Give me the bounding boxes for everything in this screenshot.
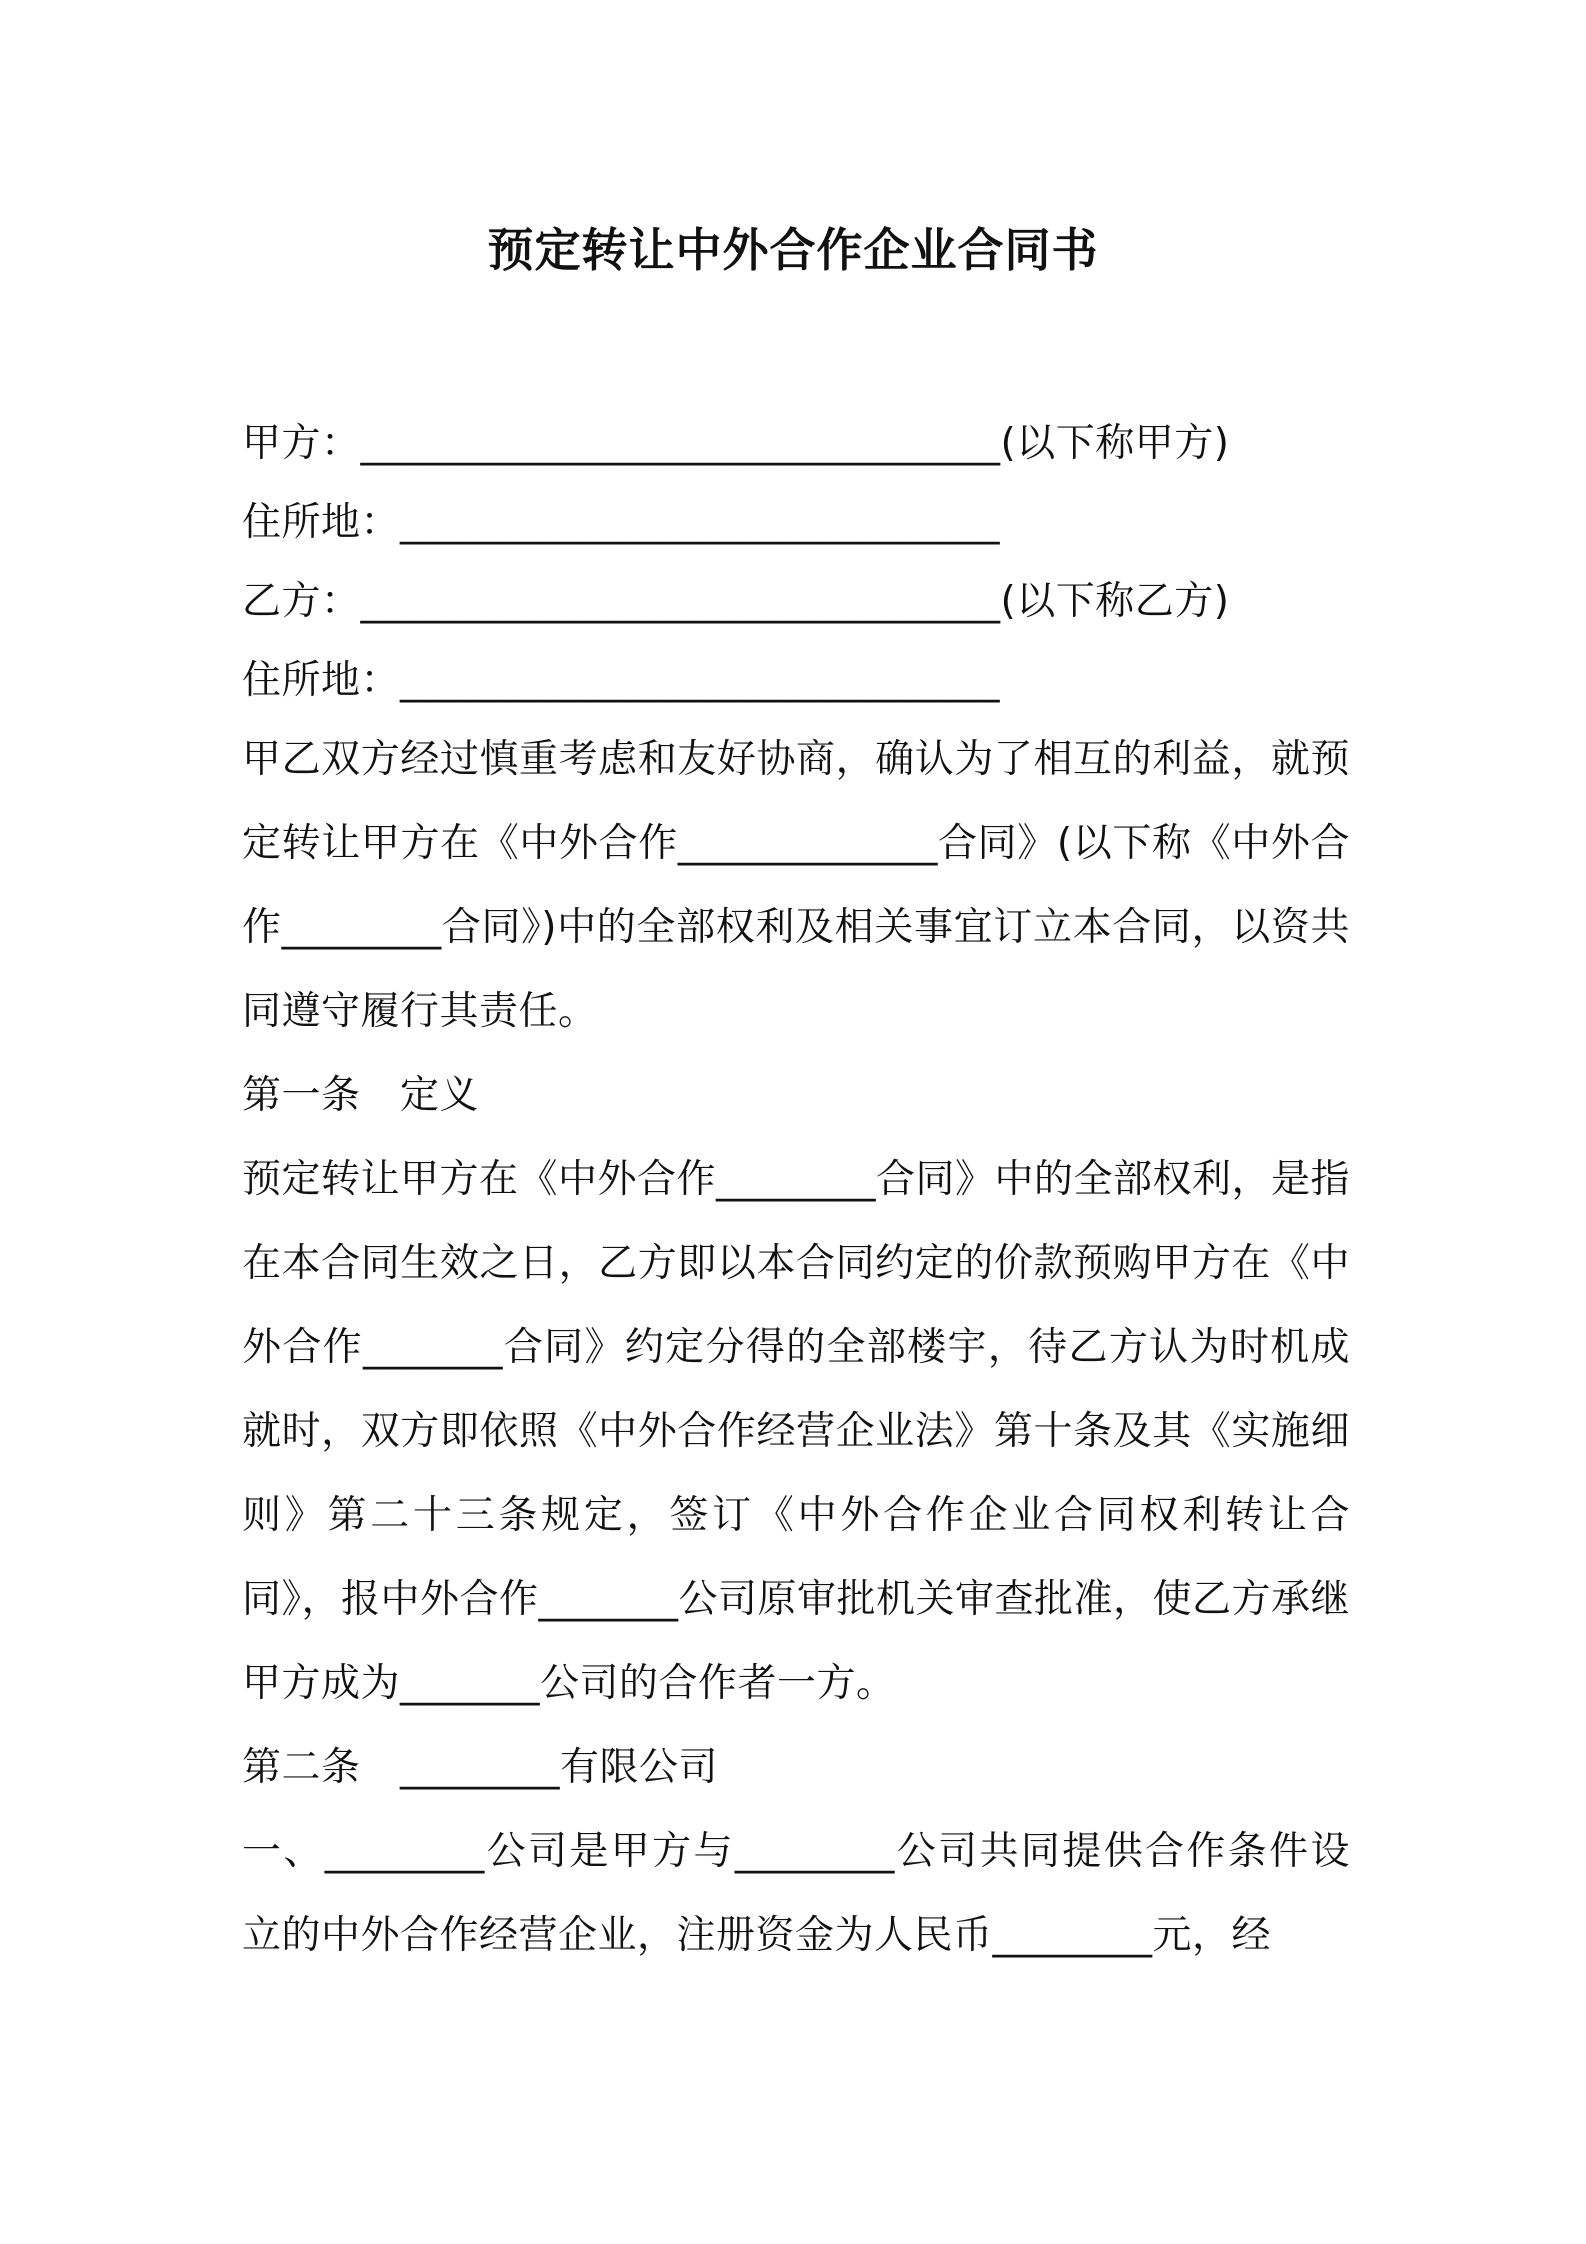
article-1-paragraph: 预定转让甲方在《中外合作________合同》中的全部权利，是指在本合同生效之日，乙方即以本合同约定的价款预购甲方在《中外合作_______合同》约定分得的全部楼宇，待乙方认为时机成就时，双方即依照《中外合作经营企业法》第十条及其《实施细则》第二十三条规定，签订《中外合作企业合同权利转让合同》，报中外合作_______公司原审批机关审查批准，使乙方承继甲方成为_______公司的合作者一方。 [242,1157,1351,1706]
document-title: 预定转让中外合作企业合同书 [487,223,1099,277]
preamble-paragraph: 甲乙双方经过慎重考虑和友好协商，确认为了相互的利益，就预定转让甲方在《中外合作_____________合同》(以下称《中外合作________合同》)中的全部权利及相关事宜订立本合同，以资共同遵守履行其责任。 [242,737,1350,1034]
party-b-address-line: 住所地：______________________________ [242,658,1001,703]
party-b-line: 乙方：________________________________(以下称乙方) [242,579,1230,624]
party-a-line: 甲方：________________________________(以下称甲方) [242,421,1230,466]
document-body [242,402,1350,1978]
article-2-heading: 第二条 ________有限公司 [242,1745,719,1790]
article-2-clause-1: 一、________公司是甲方与________公司共同提供合作条件设立的中外合作经营企业，注册资金为人民币________元，经 [242,1829,1350,1958]
party-a-address-line: 住所地：______________________________ [242,500,1001,545]
article-1-heading: 第一条 定义 [242,1073,480,1118]
